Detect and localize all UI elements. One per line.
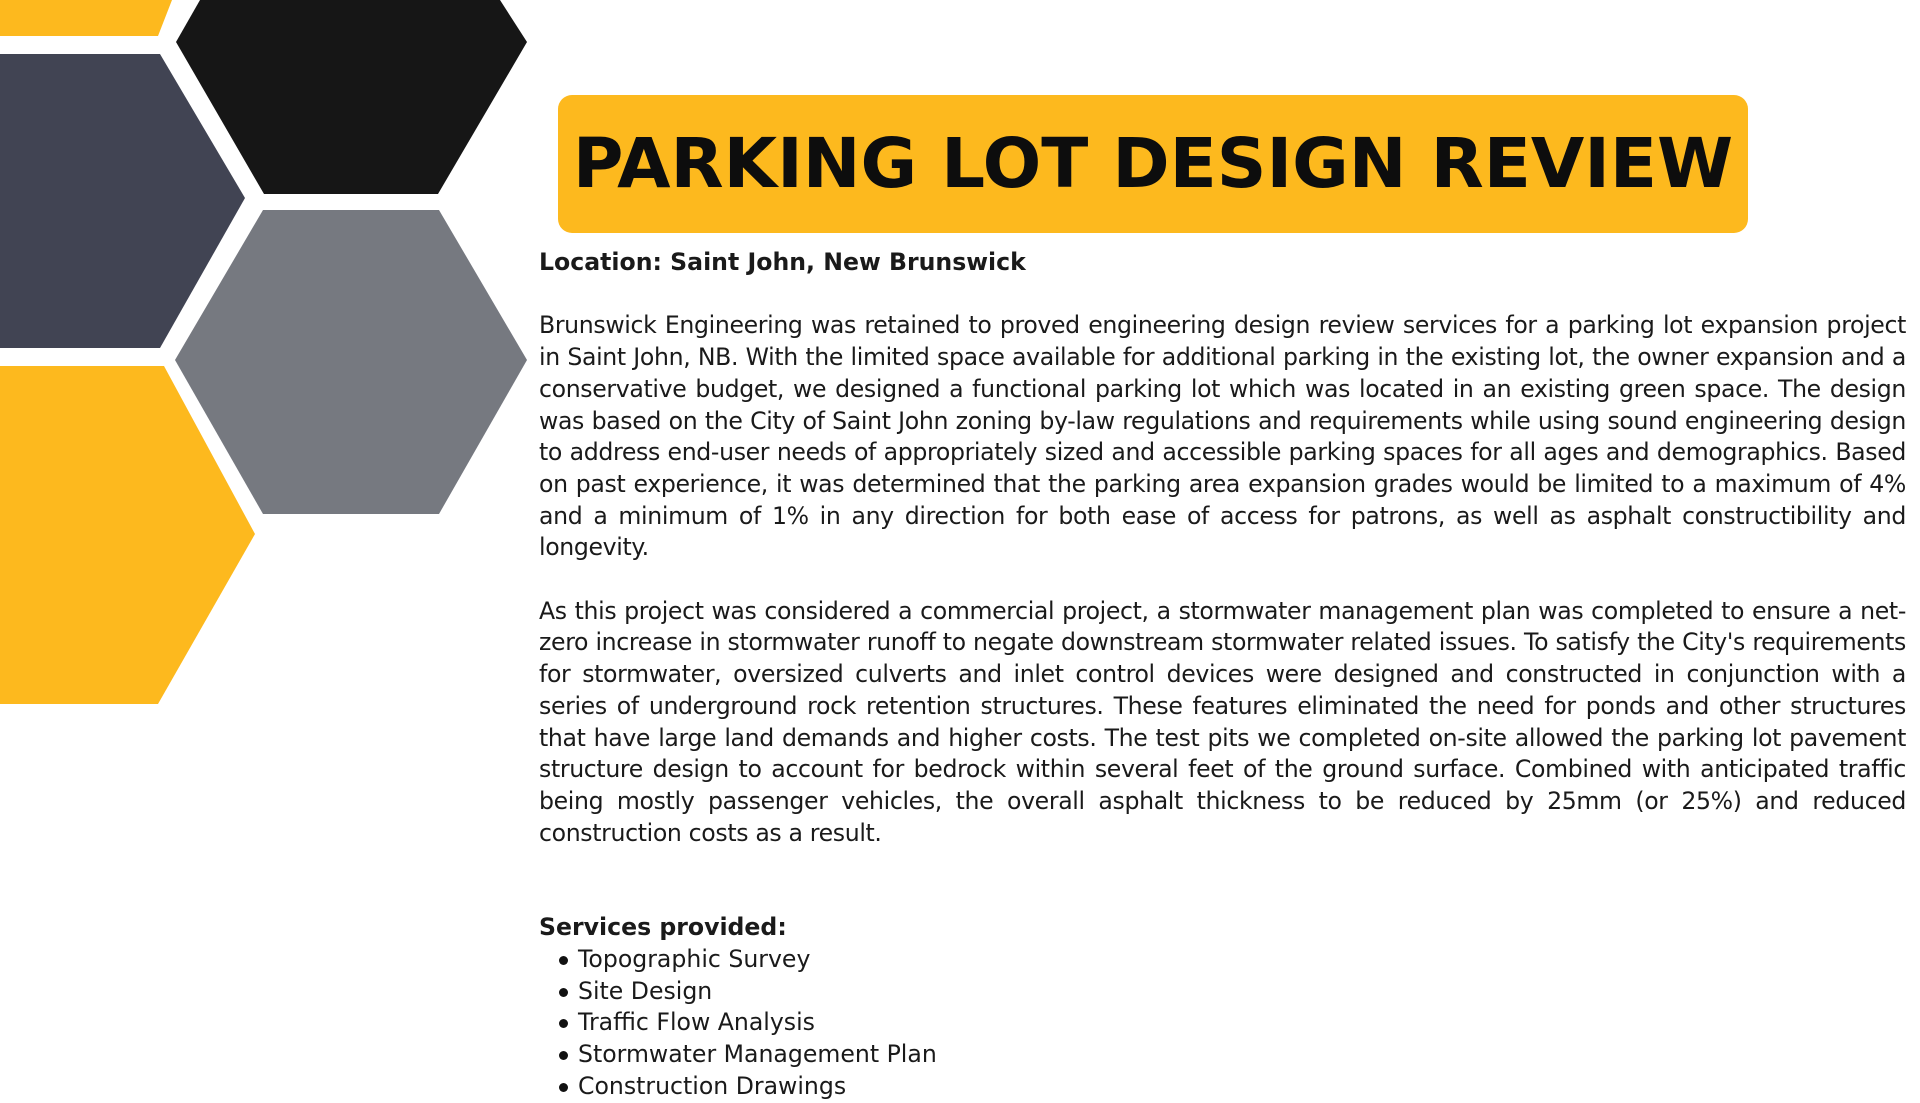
services-list: [539, 944, 1906, 1103]
location-line: Location: Saint John, New Brunswick: [539, 248, 1026, 276]
hexagon-decoration: [0, 0, 540, 720]
services-heading: Services provided:: [539, 913, 787, 942]
service-label: Traffic Flow Analysis: [578, 1008, 815, 1037]
bullet-icon: [559, 956, 568, 965]
bullet-icon: [559, 1083, 568, 1092]
list-item: [559, 976, 1906, 1008]
bullet-icon: [559, 988, 568, 997]
list-item: [559, 1007, 1906, 1039]
service-label: Topographic Survey: [578, 945, 811, 974]
bullet-icon: [559, 1051, 568, 1060]
page-title: PARKING LOT DESIGN REVIEW: [572, 124, 1734, 204]
service-label: Site Design: [578, 976, 713, 1005]
paragraph-intro: Brunswick Engineering was retained to proved engineering design review services for a parking lot expansion project in Saint John, NB. With the limited space available for additional parking in the existing lot, the owner expansion and a conservative budget, we designed a functional parking lot which was located in an existing green space. The design was based on the City of Saint John zoning by-law regulations and requirements while using sound engineering design to address end-user needs of appropriately sized and accessible parking spaces for all ages and demographics. Based on past experience, it was determined that the parking area expansion grades would be limited to a maximum of 4% and a minimum of 1% in any direction for both ease of access for patrons, as well as asphalt constructibility and longevity.: [539, 311, 1906, 562]
yellow-hexagon-top: [0, 0, 172, 36]
black-hexagon: [176, 0, 527, 194]
title-banner: [558, 95, 1748, 233]
list-item: [559, 944, 1906, 976]
paragraph-stormwater: As this project was considered a commercial project, a stormwater management plan was completed to ensure a net-zero increase in stormwater runoff to negate downstream stormwater related issues. To satisfy the City's requirements for stormwater, oversized culverts and inlet control devices were designed and constructed in conjunction with a series of underground rock retention structures. These features eliminated the need for ponds and other structures that have large land demands and higher costs. The test pits we completed on-site allowed the parking lot pavement structure design to account for bedrock within several feet of the ground surface. Combined with anticipated traffic being mostly passenger vehicles, the overall asphalt thickness to be reduced by 25mm (or 25%) and reduced construction costs as a result.: [539, 596, 1906, 847]
article-body: [539, 247, 1906, 1103]
service-label: Construction Drawings: [578, 1071, 847, 1100]
bullet-icon: [559, 1019, 568, 1028]
list-item: [559, 1039, 1906, 1071]
service-label: Stormwater Management Plan: [578, 1040, 937, 1069]
list-item: [559, 1071, 1906, 1103]
grey-hexagon: [175, 210, 527, 514]
